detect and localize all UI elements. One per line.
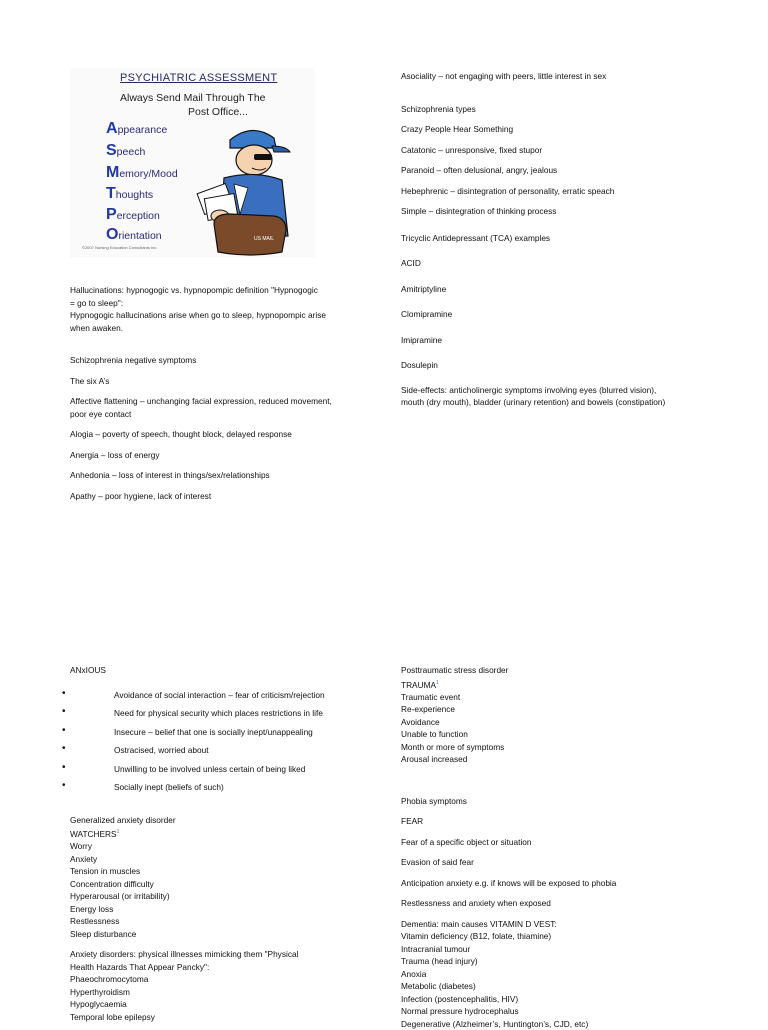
word-speech: Speech — [106, 142, 146, 159]
side-effects-line1: Side-effects: anticholinergic symptoms involving eyes (blurred vision), — [401, 384, 657, 395]
list-item: Concentration difficulty — [70, 878, 154, 889]
list-item: Degenerative (Alzheimer’s, Huntington’s, CJD, etc) — [401, 1018, 589, 1029]
list-item: Arousal increased — [401, 754, 468, 765]
imipramine-item: Imipramine — [401, 334, 443, 345]
asociality-item: Asociality – not engaging with peers, little interest in sex — [401, 71, 607, 81]
watchers-mnemonic: WATCHERS$^1$ — [70, 828, 120, 839]
word-appearance: Appearance — [106, 120, 168, 137]
acid-mnemonic: ACID — [401, 258, 421, 268]
word-thoughts: Thoughts — [106, 185, 154, 202]
mail-carrier-drawing — [190, 118, 310, 258]
left-bottom-column — [70, 664, 370, 1023]
left-top-column — [70, 284, 370, 502]
hallucinations-line1: Hallucinations: hypnogogic vs. hypnopompic definition "Hypnogogic — [70, 285, 318, 295]
right-bottom-column — [401, 664, 701, 1030]
list-item: Unable to function — [401, 729, 468, 740]
word-orientation: Orientation — [106, 226, 162, 243]
list-item: Tension in muscles — [70, 866, 141, 877]
word-memory-mood: Memory/Mood — [106, 164, 178, 181]
hallucinations-line3: Hypnogogic hallucinations arise when go to sleep, hypnopompic arise — [70, 310, 326, 320]
anxiety-disorders-line1: Anxiety disorders: physical illnesses mimicking them "Physical — [70, 949, 299, 960]
list-item: Hyperthyroidism — [70, 986, 130, 997]
list-item: Vitamin deficiency (B12, folate, thiamine) — [401, 931, 552, 942]
list-item: Intracranial tumour — [401, 943, 471, 954]
amitriptyline-item: Amitriptyline — [401, 283, 447, 294]
catatonic-item: Catatonic – unresponsive, fixed stupor — [401, 144, 543, 155]
hebephrenic-item: Hebephrenic – disintegration of personality, erratic speach — [401, 185, 615, 196]
list-item: Anxiety — [70, 853, 98, 864]
list-item: Restlessness — [70, 916, 120, 927]
gad-title: Generalized anxiety disorder — [70, 814, 176, 825]
six-as-heading: The six A’s — [70, 375, 110, 386]
list-item: Hypoglycaemia — [70, 999, 127, 1010]
list-item: Traumatic event — [401, 691, 461, 702]
anhedonia-item: Anhedonia – loss of interest in things/sex/relationships — [70, 470, 270, 480]
tca-title: Tricyclic Antidepressant (TCA) examples — [401, 232, 551, 243]
clomipramine-item: Clomipramine — [401, 309, 453, 319]
trauma-mnemonic: TRAUMA$^1$ — [401, 679, 439, 690]
fear-item-a: Anticipation anxiety e.g. if knows will be exposed to phobia — [401, 877, 617, 888]
simple-item: Simple – disintegration of thinking process — [401, 206, 557, 216]
list-item: Temporal lobe epilepsy — [70, 1011, 155, 1022]
word-perception: Perception — [106, 206, 160, 223]
list-item: Phaeochromocytoma — [70, 974, 149, 985]
list-item: Infection (postencephalitis, HIV) — [401, 993, 519, 1004]
illustration-mnemonic-line2: Post Office... — [188, 106, 248, 118]
list-item: • Insecure – belief that one is socially inept/unappealing — [70, 726, 370, 739]
dosulepin-item: Dosulepin — [401, 360, 438, 370]
illustration-title: PSYCHIATRIC ASSESSMENT — [120, 72, 278, 84]
list-item: • Socially inept (beliefs of such) — [70, 781, 370, 794]
ptsd-title: Posttraumatic stress disorder — [401, 665, 509, 675]
list-item: Worry — [70, 841, 92, 852]
affective-flattening-line2: poor eye contact — [70, 408, 132, 419]
types-mnemonic: Crazy People Hear Something — [401, 124, 514, 134]
anxious-title: ANxIOUS — [70, 665, 106, 675]
illustration-copyright: ©2007 Nursing Education Consultants Inc. — [82, 245, 158, 250]
list-item: Hyperarousal (or irritability) — [70, 891, 170, 902]
list-item: Sleep disturbance — [70, 928, 137, 939]
list-item: Avoidance — [401, 716, 440, 727]
anxious-bullet-list — [70, 689, 370, 794]
anxiety-disorders-line2: Health Hazards That Appear Pancky": — [70, 961, 210, 972]
negative-symptoms-title: Schizophrenia negative symptoms — [70, 355, 197, 365]
list-item: • Avoidance of social interaction – fear of criticism/rejection — [70, 689, 370, 702]
list-item: Metabolic (diabetes) — [401, 981, 476, 992]
fear-item-r: Restlessness and anxiety when exposed — [401, 898, 551, 909]
psychiatric-assessment-illustration — [70, 68, 315, 258]
fear-mnemonic: FEAR — [401, 816, 424, 827]
fear-item-e: Evasion of said fear — [401, 857, 474, 868]
list-item: • Ostracised, worried about — [70, 744, 370, 757]
list-item: • Need for physical security which places restrictions in life — [70, 707, 370, 720]
list-item: Trauma (head injury) — [401, 956, 478, 967]
right-top-column — [401, 70, 701, 409]
list-item: • Unwilling to be involved unless certain of being liked — [70, 763, 370, 776]
alogia-item: Alogia – poverty of speech, thought block, delayed response — [70, 429, 292, 439]
hallucinations-line4: when awaken. — [70, 322, 124, 333]
list-item: Normal pressure hydrocephalus — [401, 1006, 519, 1017]
bag-label: US MAIL — [254, 236, 275, 242]
paranoid-item: Paranoid – often delusional, angry, jealous — [401, 165, 558, 175]
list-item: Re-experience — [401, 704, 455, 715]
phobia-title: Phobia symptoms — [401, 795, 467, 806]
list-item: Month or more of symptoms — [401, 741, 505, 752]
list-item: Energy loss — [70, 903, 114, 914]
anergia-item: Anergia – loss of energy — [70, 449, 160, 460]
fear-item-f: Fear of a specific object or situation — [401, 836, 532, 847]
dementia-title: Dementia: main causes VITAMIN D VEST: — [401, 918, 557, 929]
schizophrenia-types-title: Schizophrenia types — [401, 103, 476, 114]
list-item: Anoxia — [401, 968, 427, 979]
apathy-item: Apathy – poor hygiene, lack of interest — [70, 490, 212, 501]
side-effects-line2: mouth (dry mouth), bladder (urinary retention) and bowels (constipation) — [401, 397, 666, 407]
affective-flattening-line1: Affective flattening – unchanging facial expression, reduced movement, — [70, 396, 332, 406]
hallucinations-line2: = go to sleep": — [70, 297, 123, 308]
illustration-mnemonic-line1: Always Send Mail Through The — [120, 92, 266, 104]
